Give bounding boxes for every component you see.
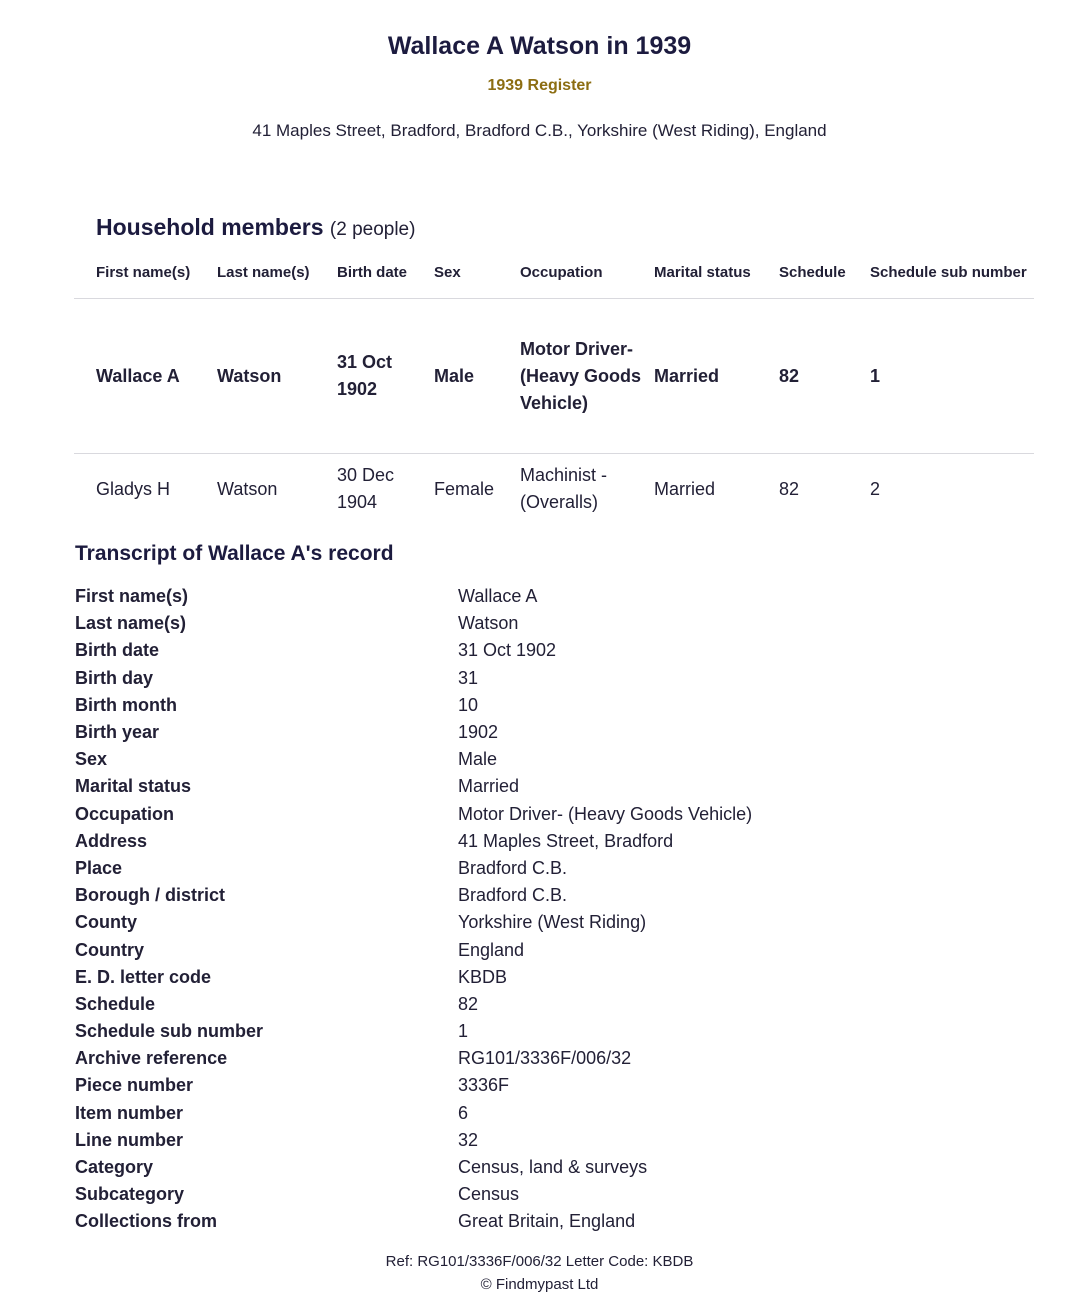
field-label: E. D. letter code (75, 966, 212, 987)
column-header: Birth date (337, 258, 434, 299)
household-title: Household members (96, 214, 324, 240)
transcript-row (75, 964, 975, 991)
field-label: Schedule (75, 993, 156, 1014)
transcript-row (75, 746, 975, 773)
field-label: Address (75, 830, 148, 851)
transcript-row (75, 610, 975, 637)
address-line: 41 Maples Street, Bradford, Bradford C.B., Yorkshire (West Riding), England (252, 121, 827, 140)
field-value: Yorkshire (West Riding) (458, 912, 647, 933)
field-value: Male (458, 749, 498, 770)
field-value: 82 (458, 993, 479, 1014)
transcript-row (75, 583, 975, 610)
field-value: Census (458, 1184, 520, 1205)
table-row (74, 299, 1034, 454)
field-value: 10 (458, 694, 479, 715)
field-label: Piece number (75, 1075, 194, 1096)
field-label: Birth day (75, 667, 154, 688)
transcript-row (75, 909, 975, 936)
transcript-row (75, 991, 975, 1018)
field-label: Line number (75, 1129, 184, 1150)
household-header-row (74, 258, 1034, 299)
field-label: Occupation (75, 803, 175, 824)
column-header: Schedule sub number (870, 258, 1034, 299)
field-label: Schedule sub number (75, 1021, 264, 1042)
transcript-row (75, 1208, 975, 1235)
table-cell: 82 (779, 478, 800, 499)
transcript-row (75, 773, 975, 800)
table-cell: Male (434, 299, 520, 454)
record-header (0, 30, 1079, 142)
footer-ref: Ref: RG101/3336F/006/32 Letter Code: KBDB (385, 1253, 694, 1270)
table-cell: Motor Driver- (Heavy Goods Vehicle) (520, 299, 654, 454)
field-label: Country (75, 939, 144, 960)
transcript-row (75, 801, 975, 828)
transcript-row (75, 1181, 975, 1208)
transcript-row (75, 936, 975, 963)
column-header: Sex (434, 258, 520, 299)
field-label: First name(s) (75, 586, 189, 607)
field-value: KBDB (458, 966, 508, 987)
field-label: Category (75, 1157, 154, 1178)
field-label: Birth date (75, 640, 160, 661)
column-header: Schedule (779, 258, 870, 299)
field-value: Great Britain, England (458, 1211, 636, 1232)
page-title: Wallace A Watson in 1939 (387, 32, 692, 60)
transcript-row (75, 1100, 975, 1127)
field-value: Bradford C.B. (458, 885, 568, 906)
transcript-row (75, 855, 975, 882)
field-label: Borough / district (75, 885, 225, 906)
field-label: Place (75, 857, 123, 878)
household-table (74, 258, 1034, 524)
field-value: 1 (458, 1021, 469, 1042)
table-cell: Married (654, 299, 779, 454)
transcript-list (75, 583, 975, 1236)
transcript-row (75, 1018, 975, 1045)
field-label: Birth month (75, 694, 177, 715)
field-value: Watson (458, 613, 519, 634)
field-value: 31 (458, 667, 479, 688)
transcript-heading: Transcript of Wallace A's record (75, 542, 394, 565)
table-cell: 31 Oct 1902 (337, 299, 434, 454)
field-value: Married (458, 776, 520, 797)
field-value: Wallace A (458, 586, 538, 607)
field-label: Item number (75, 1102, 184, 1123)
table-cell: Watson (217, 478, 278, 499)
field-value: 41 Maples Street, Bradford (458, 830, 674, 851)
field-label: County (75, 912, 137, 933)
field-value: 3336F (458, 1075, 510, 1096)
table-cell: 82 (779, 299, 870, 454)
field-value: Bradford C.B. (458, 857, 568, 878)
field-label: Collections from (75, 1211, 218, 1232)
field-label: Birth year (75, 722, 160, 743)
field-value: 32 (458, 1129, 479, 1150)
table-cell: 1 (870, 299, 1034, 454)
table-cell: Married (654, 478, 716, 499)
table-cell: Gladys H (96, 478, 171, 499)
transcript-row (75, 665, 975, 692)
field-value: England (458, 939, 525, 960)
transcript-row (75, 1045, 975, 1072)
table-cell: Female (434, 478, 495, 499)
transcript-row (75, 1127, 975, 1154)
footer-copyright: © Findmypast Ltd (480, 1276, 599, 1293)
transcript-row (75, 1154, 975, 1181)
household-heading (96, 212, 415, 245)
field-value: Motor Driver- (Heavy Goods Vehicle) (458, 803, 753, 824)
register-label: 1939 Register (487, 77, 592, 94)
table-row (74, 454, 1034, 525)
field-label: Last name(s) (75, 613, 187, 634)
column-header: Last name(s) (217, 258, 337, 299)
column-header: First name(s) (74, 258, 217, 299)
transcript-row (75, 1072, 975, 1099)
household-count: (2 people) (329, 219, 416, 240)
field-value: Census, land & surveys (458, 1157, 648, 1178)
column-header: Occupation (520, 258, 654, 299)
transcript-row (75, 828, 975, 855)
table-cell: 2 (870, 478, 881, 499)
footer (0, 1250, 1079, 1296)
transcript-row (75, 692, 975, 719)
transcript-row (75, 637, 975, 664)
field-value: 6 (458, 1102, 469, 1123)
transcript-row (75, 882, 975, 909)
field-value: 1902 (458, 722, 499, 743)
field-label: Sex (75, 749, 108, 770)
field-label: Marital status (75, 776, 192, 797)
field-label: Archive reference (75, 1048, 228, 1069)
table-cell: Wallace A (74, 299, 217, 454)
field-value: RG101/3336F/006/32 (458, 1048, 632, 1069)
field-value: 31 Oct 1902 (458, 640, 557, 661)
field-label: Subcategory (75, 1184, 185, 1205)
table-cell: Watson (217, 299, 337, 454)
column-header: Marital status (654, 258, 779, 299)
transcript-row (75, 719, 975, 746)
table-cell: Machinist - (Overalls) (520, 465, 608, 512)
table-cell: 30 Dec 1904 (337, 465, 395, 512)
